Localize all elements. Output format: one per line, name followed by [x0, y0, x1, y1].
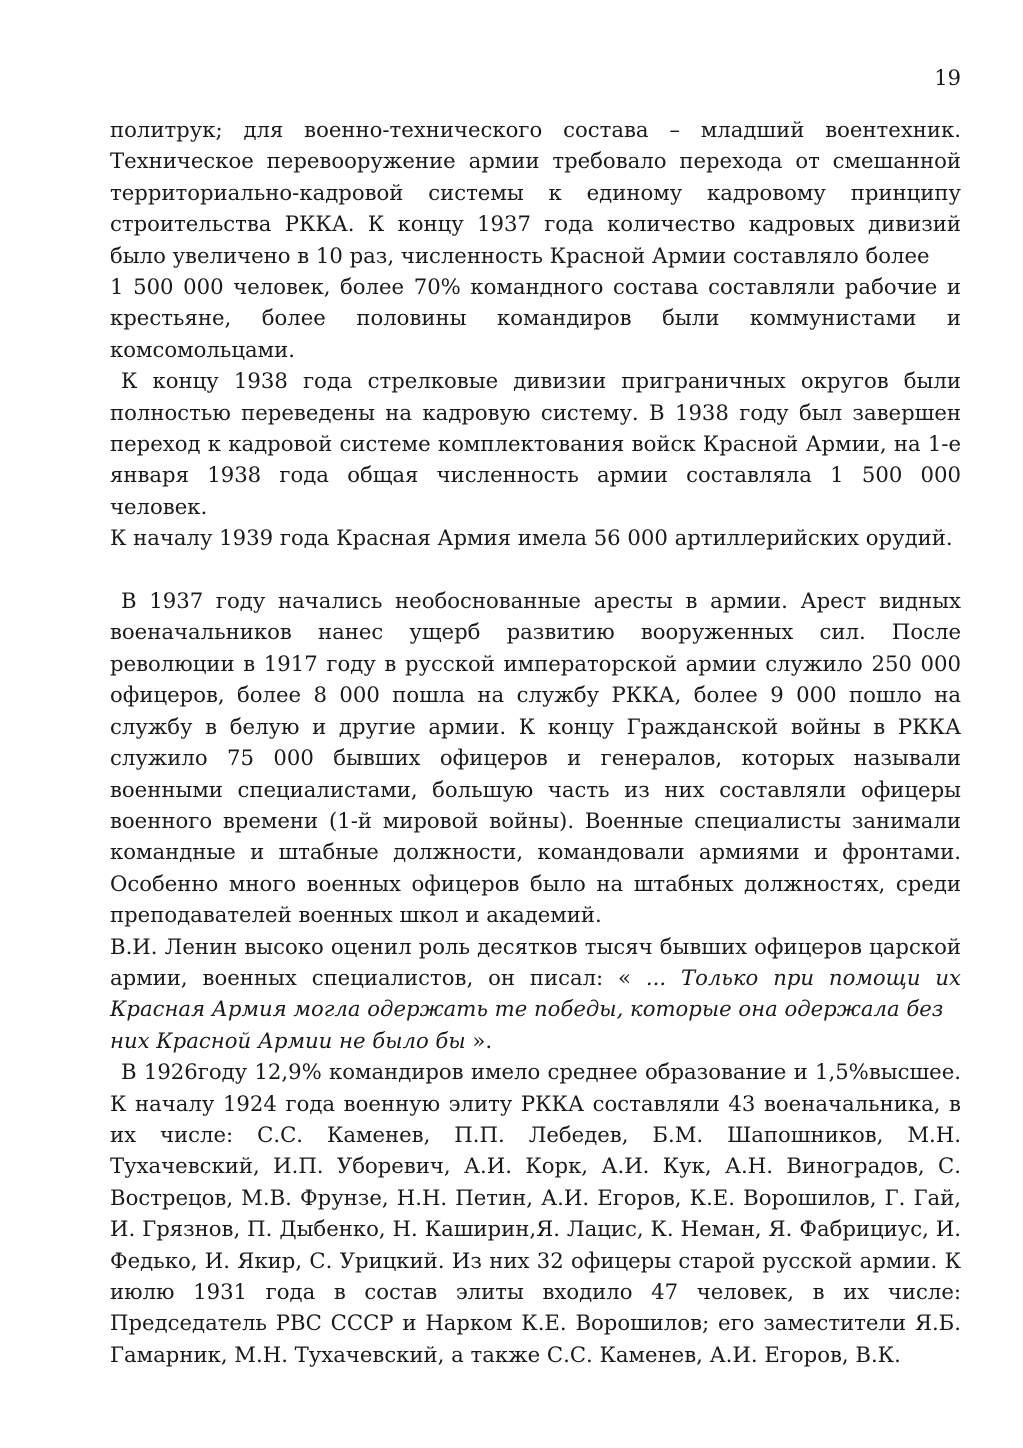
quote-intro: В.И. Ленин высоко оценил роль десятков тысяч бывших офицеров царской армии, военных специалистов, он писал: «	[110, 933, 961, 990]
paragraph-1: политрук; для военно-технического состава – младший воентехник. Техническое перевооружение армии требовало перехода от смешанной территориально-кадровой системы к единому кадровому принципу строительства РККА. К концу 1937 года количество кадровых дивизий было увеличено в 10 раз, численность Красной Армии составляло более	[110, 117, 961, 268]
paragraph-3: К началу 1939 года Красная Армия имела 56 000 артиллерийских орудий.	[110, 525, 953, 551]
paragraph-2: К концу 1938 года стрелковые дивизии приграничных округов были полностью переведены на кадровую систему. В 1938 году был завершен переход к кадровой системе комплектования войск Красной Армии, на 1-е января 1938 года общая численность армии составляла 1 500 000 человек.	[110, 368, 961, 519]
document-body	[110, 114, 961, 1370]
paragraph-gap	[110, 554, 961, 585]
page-number: 19	[934, 66, 961, 90]
paragraph-6: В 1926году 12,9% командиров имело среднее образование и 1,5%высшее. К началу 1924 года военную элиту РККА составляли 43 военачальника, в их числе: С.С. Каменев, П.П. Лебедев, Б.М. Шапошников, М.Н. Тухачевский, И.П. Уборевич, А.И. Корк, А.И. Кук, А.Н. Виноградов, С. Вострецов, М.В. Фрунзе, Н.Н. Петин, А.И. Егоров, К.Е. Ворошилов, Г. Гай, И. Грязнов, П. Дыбенко, Н. Каширин,Я. Лацис, К. Неман, Я. Фабрициус, И. Федько, И. Якир, С. Урицкий. Из них 32 офицеры старой русской армии. К июлю 1931 года в состав элиты входило 47 человек, в их числе: Председатель РВС СССР и Нарком К.Е. Ворошилов; его заместители Я.Б. Гамарник, М.Н. Тухачевский, а также С.С. Каменев, А.И. Егоров, В.К.	[110, 1059, 961, 1367]
paragraph-4: В 1937 году начались необоснованные аресты в армии. Арест видных военачальников нанес ущерб развитию вооруженных сил. После революции в 1917 году в русской императорской армии служило 250 000 офицеров, более 8 000 пошла на службу РККА, более 9 000 пошло на службу в белую и другие армии. К концу Гражданской войны в РККА служило 75 000 бывших офицеров и генералов, которых называли военными специалистами, большую часть из них составляли офицеры военного времени (1-й мировой войны). Военные специалисты занимали командные и штабные должности, командовали армиями и фронтами. Особенно много военных офицеров было на штабных должностях, среди преподавателей военных школ и академий.	[110, 588, 961, 928]
quote-close: ».	[465, 1027, 493, 1053]
paragraph-5-lenin-quote	[110, 931, 961, 1057]
paragraph-1-continued: 1 500 000 человек, более 70% командного состава составляли рабочие и крестьяне, более половины командиров были коммунистами и комсомольцами.	[110, 274, 961, 362]
quote-text-2: них Красной Армии не было бы	[110, 1027, 466, 1053]
quote-text-1: ... Только при помощи их Красная Армия могла одержать те победы, которые она одержала без	[110, 964, 961, 1022]
